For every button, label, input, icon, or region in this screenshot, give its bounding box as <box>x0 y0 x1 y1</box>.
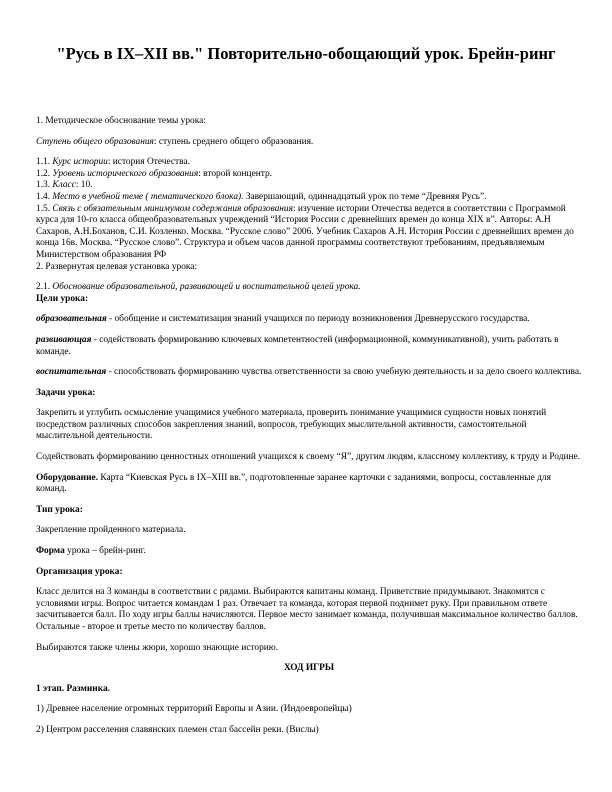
item-1-1-num: 1.1. <box>36 157 53 168</box>
lesson-form <box>36 546 582 558</box>
item-1-1-text: : история Отечества. <box>107 157 190 168</box>
item-1-3-label: Класс <box>52 180 76 191</box>
equipment-text: Карта “Киевская Русь в IX–XIII вв.”, подготовленные заранее карточки с заданиями, вопросы, составленные для команд. <box>36 472 551 495</box>
equipment <box>36 473 582 496</box>
organization-text: Класс делится на 3 команды в соответствии с рядами. Выбираются капитаны команд. Приветствие придумывают. Знакомятся с условиями игры. Вопрос читается командам 1 раз. Отвечает та команда, которая первой поднимет руку. При правильном ответе засчитывается балл. По ходу игры баллы начисляются. Первое место занимает команда, получившая максимальное количество баллов. Остальные - второе и третье место по количеству баллов. <box>36 587 578 632</box>
item-1-5-num: 1.5. <box>36 203 53 214</box>
education-level-label: Ступень общего образования <box>36 136 154 147</box>
goal-educational-label: образовательная <box>36 314 107 325</box>
item-1-5-text: : изучение истории Отечества ведется в соответствии с Программой курса для 10-го класса общеобразовательных учреждений “История России с древнейших времен до конца XIX в”. Авторы: А.Н Сахаров, А.Н.Боханов, С.И. Козленко. Москва. “Русское слово” 2006. Учебник Сахаров А.Н. История России с древнейших времен до конца 16в. Москва. “Русское слово”. Структура и объем часов данной программы соответствуют требованиям, предъявляемым Министерством образования РФ <box>36 203 574 260</box>
goal-educational-text: - обобщение и систематизация знаний учащихся по периоду возникновения Древнерусского государства. <box>106 314 530 325</box>
item-1-4-label: Место в учебной теме ( тематического блока). <box>52 191 244 202</box>
item-1-3-num: 1.3. <box>36 180 53 191</box>
goal-educational <box>36 314 582 326</box>
education-level <box>36 137 582 149</box>
game-heading: ХОД ИГРЫ <box>283 663 335 674</box>
goal-developing-label: развивающая <box>36 334 92 345</box>
tasks-heading: Задачи урока: <box>36 387 96 398</box>
task-1: Закрепить и углубить осмысление учащимися учебного материала, проверить понимание учащимися сущности новых понятий посредством различных способов закрепления знаний, вопросов, требующих мыслительной активности, самостоятельной мыслительной деятельности. <box>36 408 547 442</box>
item-1-4 <box>36 192 582 204</box>
page-title: "Русь в IX–XII вв." Повторительно-обощающий урок. Брейн-ринг <box>56 44 556 63</box>
lesson-type-text: Закрепление пройденного материала. <box>36 525 186 536</box>
goals-heading: Цели урока: <box>36 293 89 304</box>
item-1-3-text: : 10. <box>75 180 93 191</box>
goal-upbringing-text: - способствовать формированию чувства ответственности за свою учебную деятельность и за дело своего коллектива. <box>106 367 582 378</box>
item-1-5 <box>36 204 582 262</box>
goal-developing <box>36 335 582 358</box>
item-1-4-text: Завершающий, одиннадцатый урок по теме “Древняя Русь”. <box>243 191 487 202</box>
section-2-heading: 2. Развернутая целевая установка урока: <box>36 261 198 272</box>
lesson-form-label: Форма <box>36 546 65 557</box>
question-1: 1) Древнее население огромных территорий Европы и Азии. (Индоевропейцы) <box>36 704 352 715</box>
item-1-3 <box>36 180 582 192</box>
item-1-1 <box>36 157 582 169</box>
goal-upbringing <box>36 367 582 379</box>
goal-developing-text: - содействовать формированию ключевых компетентностей (информационной, коммуникативной), учить работать в команде. <box>36 334 559 357</box>
education-level-text: : ступень среднего общего образования. <box>153 136 314 147</box>
equipment-label: Оборудование. <box>36 472 98 483</box>
section-1-heading: 1. Методическое обоснование темы урока: <box>36 116 206 126</box>
item-1-2 <box>36 169 582 181</box>
item-1-5-label: Связь с обязательным минимумом содержания образования <box>52 203 293 214</box>
item-1-1-label: Курс истории <box>52 157 108 168</box>
document-body <box>36 116 582 737</box>
item-1-2-num: 1.2. <box>36 168 53 179</box>
item-2-1-label: Обоснование образовательной, развивающей и воспитательной целей урока. <box>52 282 361 293</box>
task-2: Содействовать формированию ценностных отношений учащихся к своему “Я”, другим людям, классному коллективу, к труду и Родине. <box>36 452 581 463</box>
item-1-2-text: : второй концентр. <box>198 168 272 179</box>
stage-1-heading: 1 этап. Разминка. <box>36 683 110 694</box>
lesson-form-text: урока – брейн-ринг. <box>64 546 146 557</box>
item-2-1 <box>36 282 582 294</box>
item-1-4-num: 1.4. <box>36 191 53 202</box>
item-1-2-label: Уровень исторического образования <box>52 168 199 179</box>
jury-text: Выбираются также члены жюри, хорошо знающие историю. <box>36 642 279 653</box>
item-2-1-num: 2.1. <box>36 282 53 293</box>
lesson-type-heading: Тип урока: <box>36 504 83 515</box>
organization-heading: Организация урока: <box>36 566 123 577</box>
question-2: 2) Центром расселения славянских племен стал бассейн реки. (Вислы) <box>36 724 319 735</box>
goal-upbringing-label: воспитательная <box>36 367 107 378</box>
